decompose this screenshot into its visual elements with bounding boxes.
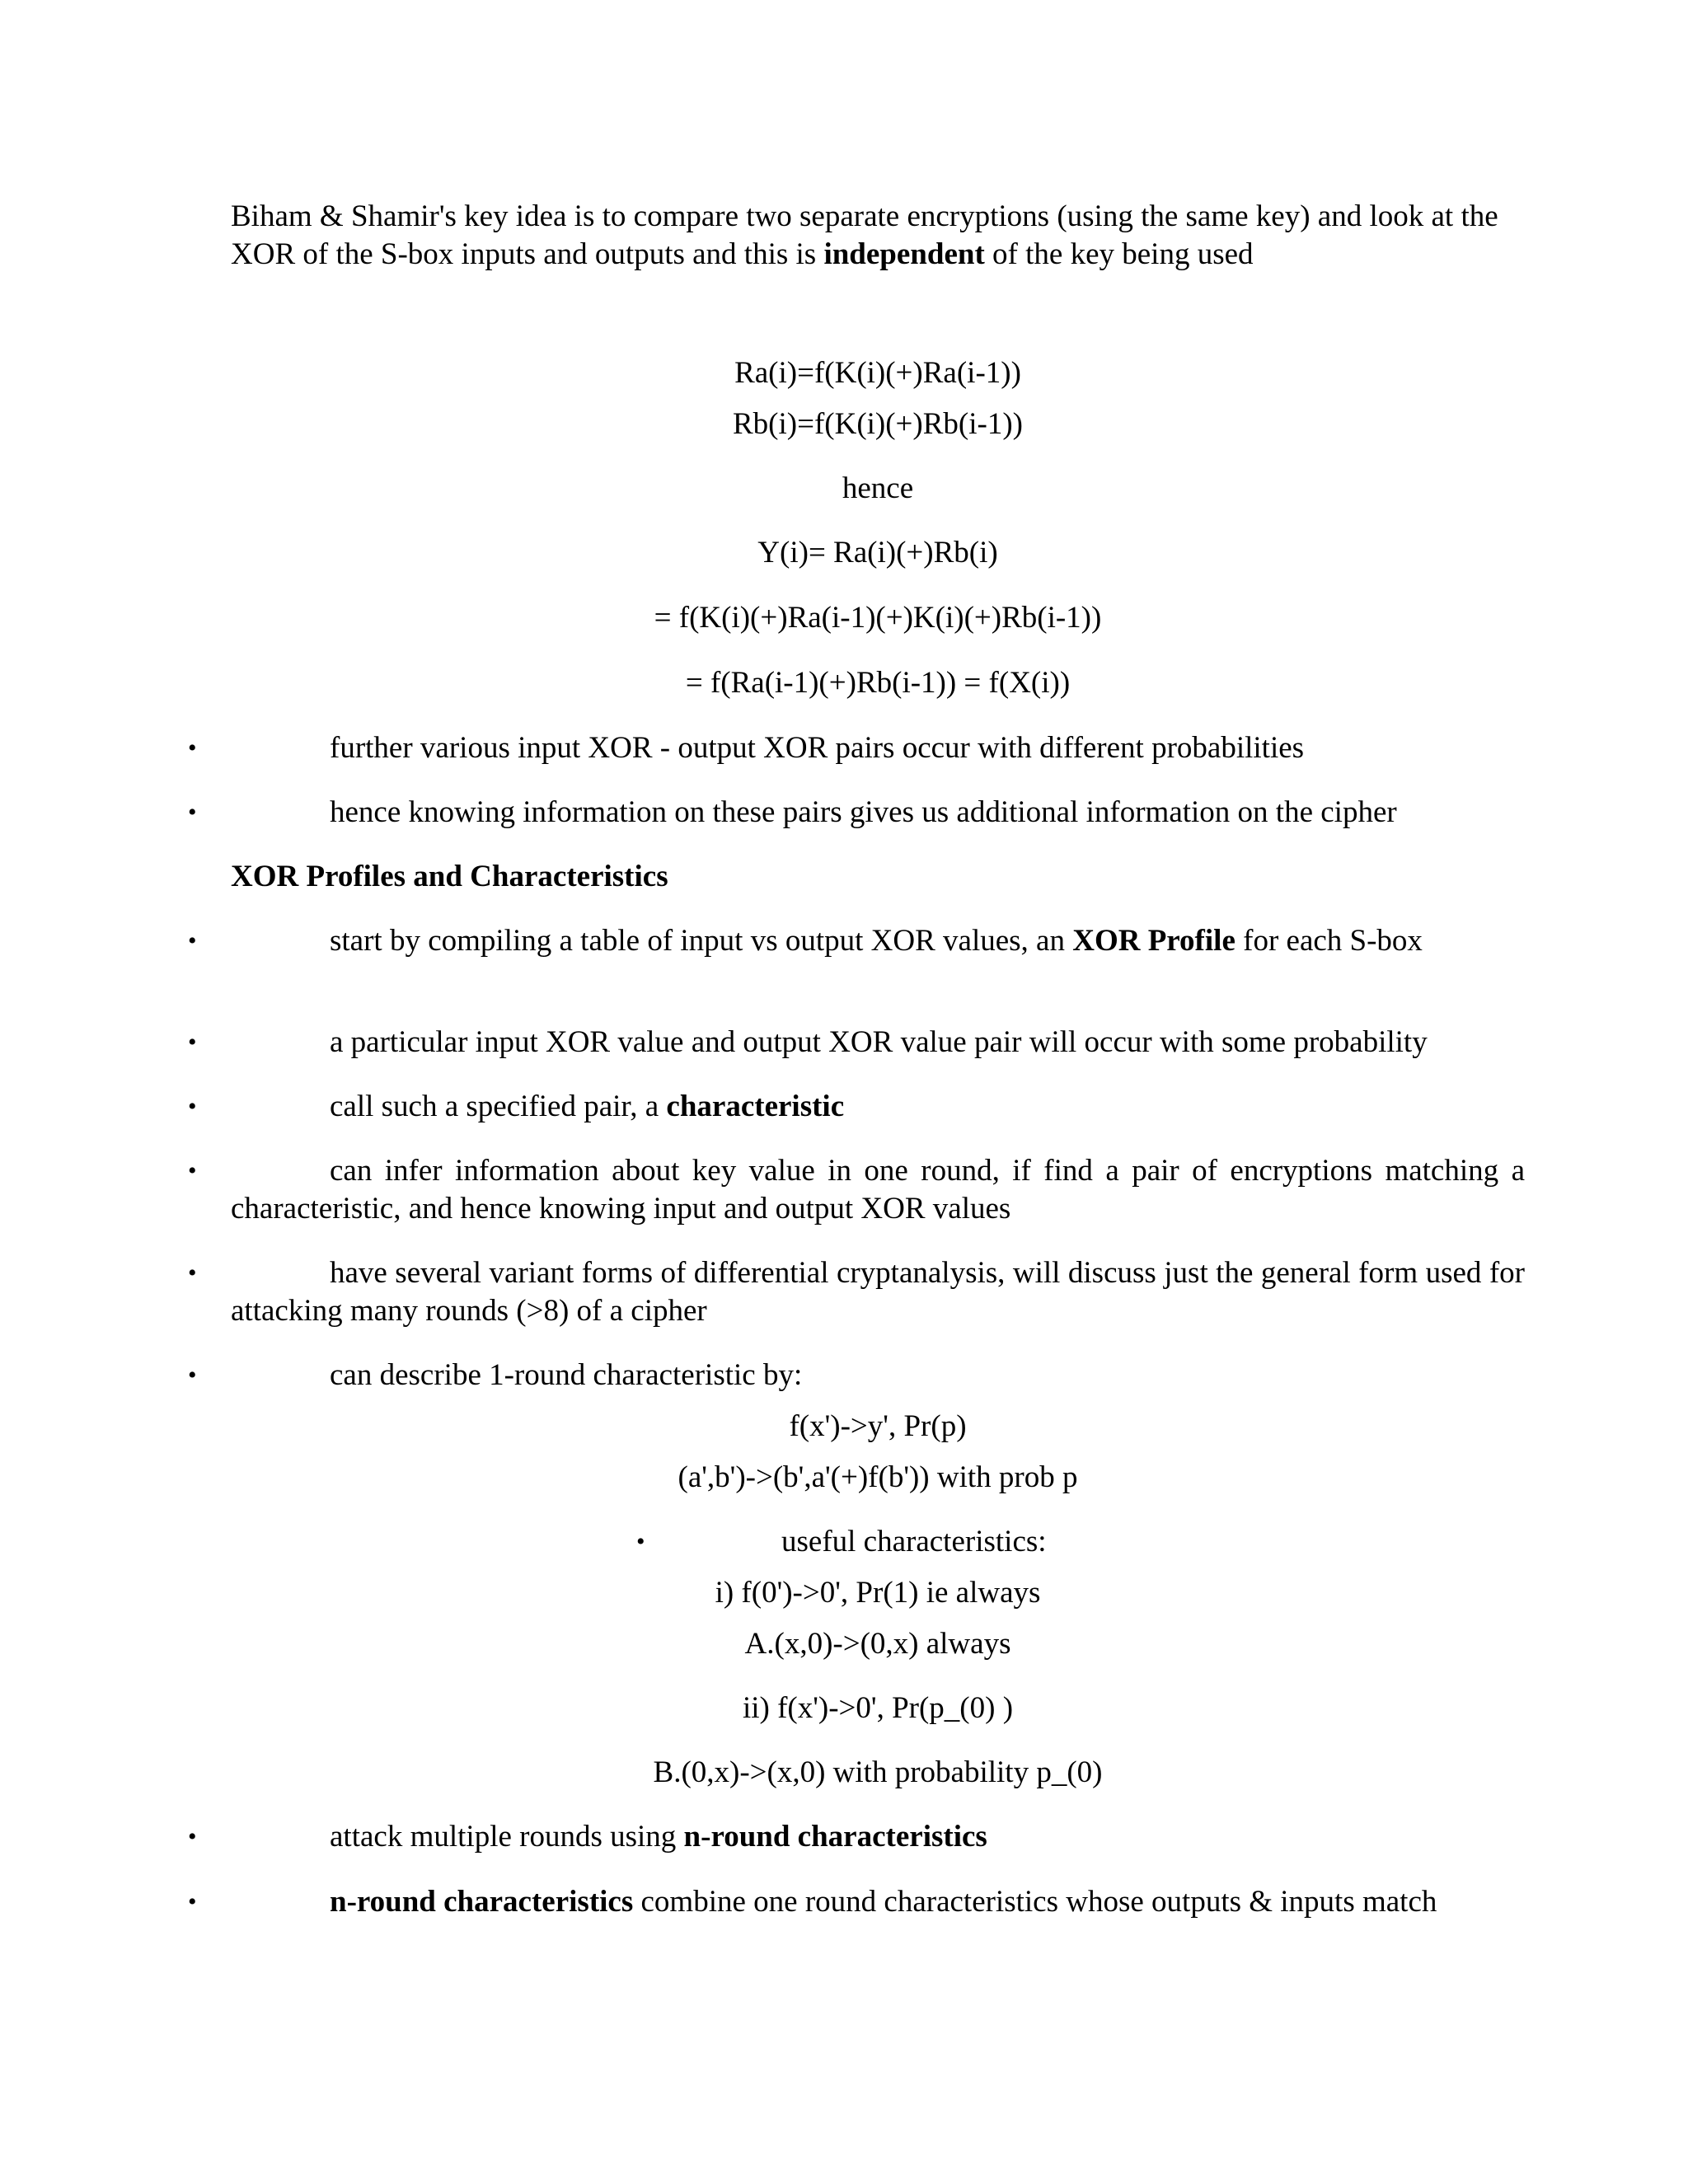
list-item-text: can describe 1-round characteristic by: — [330, 1358, 803, 1392]
intro-paragraph — [231, 198, 1525, 274]
call-bold: characteristic — [666, 1090, 845, 1123]
useful-ii: ii) f(x')->0', Pr(p_(0) ) — [742, 1691, 1014, 1725]
bullet-marker: • — [188, 1093, 197, 1120]
equation-result: = f(Ra(i-1)(+)Rb(i-1)) = f(X(i)) — [685, 666, 1071, 700]
list-item-infer — [231, 1152, 1525, 1228]
useful-characteristics-label: useful characteristics: — [781, 1525, 1047, 1558]
equation-expansion: = f(K(i)(+)Ra(i-1)(+)K(i)(+)Rb(i-1)) — [654, 601, 1102, 635]
list-item-additional-info — [231, 794, 1397, 832]
list-item-xor-pairs — [231, 729, 1304, 767]
list-item-characteristic — [231, 1088, 844, 1126]
bullet-marker: • — [188, 1823, 197, 1850]
bullet-marker: • — [188, 734, 197, 762]
bullet-marker: • — [188, 1888, 197, 1915]
nround-text-b: combine one round characteristics whose outputs & inputs match — [633, 1885, 1437, 1919]
nround-bold: n-round characteristics — [330, 1885, 634, 1919]
characteristic-f: f(x')->y', Pr(p) — [789, 1409, 967, 1443]
list-item-describe — [231, 1357, 802, 1394]
bullet-marker: • — [188, 927, 197, 954]
bullet-marker: • — [636, 1528, 645, 1555]
useful-a: A.(x,0)->(0,x) always — [744, 1627, 1011, 1661]
profile-bold: XOR Profile — [1072, 924, 1236, 958]
bullet-marker: • — [188, 1157, 197, 1184]
bullet-marker: • — [188, 799, 197, 826]
equation-y: Y(i)= Ra(i)(+)Rb(i) — [757, 536, 998, 569]
list-item-variants — [231, 1254, 1525, 1330]
intro-text-a: Biham & Shamir's key idea is to compare two separate encryptions (using the same key) and look at the XOR of the S-box inputs and outputs and this is — [231, 199, 1498, 271]
list-item-text: hence knowing information on these pairs gives us additional information on the cipher — [330, 795, 1397, 829]
intro-bold-independent: independent — [823, 237, 985, 271]
equation-ra: Ra(i)=f(K(i)(+)Ra(i-1)) — [734, 356, 1021, 390]
bullet-marker: • — [188, 1259, 197, 1286]
list-item-text: further various input XOR - output XOR pairs occur with different probabilities — [330, 731, 1305, 765]
section-heading: XOR Profiles and Characteristics — [231, 860, 668, 893]
list-item-attack — [231, 1818, 987, 1856]
list-item-text: can infer information about key value in one round, if find a pair of encryptions matching a characteristic, and hence knowing input and output XOR values — [231, 1154, 1525, 1226]
call-text-a: call such a specified pair, a — [330, 1090, 667, 1123]
equation-hence: hence — [842, 471, 914, 505]
useful-b: B.(0,x)->(x,0) with probability p_(0) — [653, 1755, 1103, 1789]
bullet-marker: • — [188, 1361, 197, 1389]
intro-text-b: of the key being used — [984, 237, 1254, 271]
attack-text-a: attack multiple rounds using — [330, 1820, 684, 1854]
useful-i: i) f(0')->0', Pr(1) ie always — [715, 1576, 1041, 1610]
list-item-n-round — [231, 1883, 1437, 1921]
profile-text-a: start by compiling a table of input vs output XOR values, an — [330, 924, 1073, 958]
bullet-marker: • — [188, 1029, 197, 1056]
list-item-xor-profile — [231, 922, 1423, 960]
characteristic-ab: (a',b')->(b',a'(+)f(b')) with prob p — [678, 1460, 1078, 1494]
list-item-text: a particular input XOR value and output XOR value pair will occur with some probability — [330, 1025, 1428, 1059]
list-item-text: have several variant forms of differential cryptanalysis, will discuss just the general form used for attacking many rounds (>8) of a cipher — [231, 1256, 1525, 1328]
list-item-particular-pair — [231, 1024, 1428, 1062]
equation-rb: Rb(i)=f(K(i)(+)Rb(i-1)) — [732, 407, 1023, 441]
profile-text-b: for each S-box — [1235, 924, 1423, 958]
attack-bold: n-round characteristics — [683, 1820, 987, 1854]
